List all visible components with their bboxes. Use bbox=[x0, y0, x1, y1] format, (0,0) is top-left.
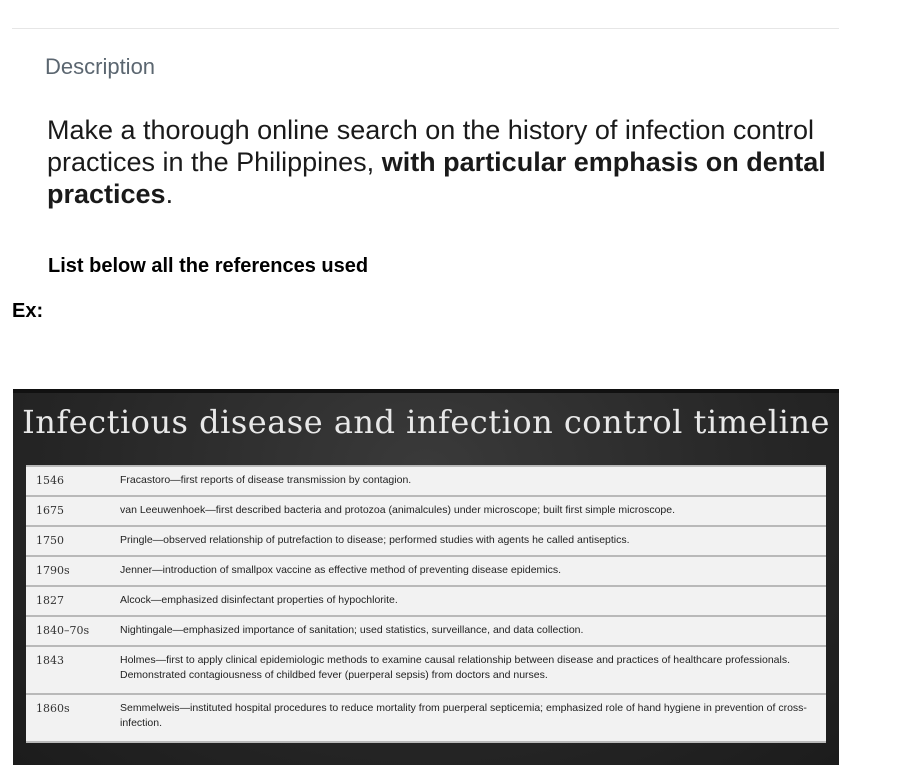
row-year: 1675 bbox=[26, 496, 112, 526]
row-year: 1840–70s bbox=[26, 616, 112, 646]
row-event: Nightingale—emphasized importance of sanitation; used statistics, surveillance, and data collection. bbox=[112, 616, 826, 646]
table-row bbox=[26, 496, 826, 526]
row-event: Semmelweis—instituted hospital procedures to reduce mortality from puerperal septicemia; emphasized role of hand hygiene in prevention of cross-infection. bbox=[112, 694, 826, 742]
table-row bbox=[26, 694, 826, 742]
table-row bbox=[26, 556, 826, 586]
task-description bbox=[47, 114, 837, 210]
row-year: 1750 bbox=[26, 526, 112, 556]
timeline-table bbox=[26, 465, 826, 743]
row-year: 1827 bbox=[26, 586, 112, 616]
task-text-part1: Make a thorough online search on the history of infection control practices in the Philippines, bbox=[47, 115, 814, 177]
references-label: List below all the references used bbox=[48, 255, 369, 277]
row-year: 1860s bbox=[26, 694, 112, 742]
table-row bbox=[26, 586, 826, 616]
row-event: Holmes—first to apply clinical epidemiologic methods to examine causal relationship between disease and practices of healthcare professionals. Demonstrated contagiousness of childbed fever (puerperal sepsis) from doctors and nurses. bbox=[112, 646, 826, 694]
table-row bbox=[26, 616, 826, 646]
table-row bbox=[26, 646, 826, 694]
row-event: Fracastoro—first reports of disease transmission by contagion. bbox=[112, 466, 826, 496]
task-text-end: . bbox=[165, 179, 174, 209]
table-row bbox=[26, 526, 826, 556]
row-year: 1546 bbox=[26, 466, 112, 496]
table-row bbox=[26, 466, 826, 496]
row-event: Jenner—introduction of smallpox vaccine as effective method of preventing disease epidemics. bbox=[112, 556, 826, 586]
row-event: Pringle—observed relationship of putrefaction to disease; performed studies with agents he called antiseptics. bbox=[112, 526, 826, 556]
description-heading: Description bbox=[45, 54, 156, 79]
task-text-emphasis: with particular emphasis on dental practices bbox=[47, 147, 826, 209]
row-year: 1843 bbox=[26, 646, 112, 694]
row-year: 1790s bbox=[26, 556, 112, 586]
example-label: Ex: bbox=[12, 300, 44, 322]
top-divider bbox=[12, 28, 839, 29]
slide-title: Infectious disease and infection control timeline bbox=[22, 403, 830, 441]
row-event: van Leeuwenhoek—first described bacteria and protozoa (animalcules) under microscope; built first simple microscope. bbox=[112, 496, 826, 526]
row-event: Alcock—emphasized disinfectant properties of hypochlorite. bbox=[112, 586, 826, 616]
example-slide-image bbox=[13, 389, 839, 765]
